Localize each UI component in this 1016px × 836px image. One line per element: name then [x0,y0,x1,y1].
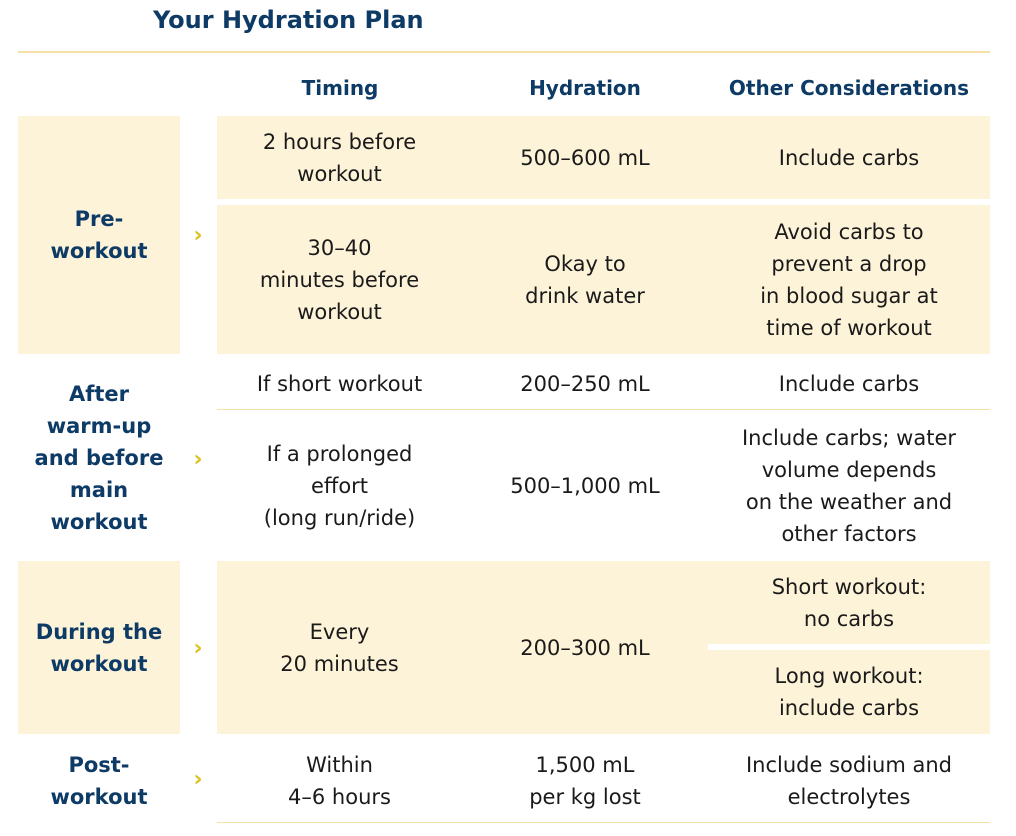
cell-timing: If short workout [256,372,423,396]
header-timing: Timing [301,76,379,100]
cell-hydration: Okay to drink water [525,251,645,308]
chevron-right-icon: › [193,447,203,472]
phase-label: During the workout [35,619,163,676]
cell-other: Avoid carbs to prevent a drop in blood sugar at time of workout [760,219,938,340]
chevron-right-icon: › [193,767,203,792]
phase-label: Pre- workout [50,207,148,263]
header-hydration: Hydration [529,76,641,100]
cell-hydration: 1,500 mL per kg lost [529,753,641,809]
cell-other-short: Short workout: no carbs [771,574,927,631]
page-title: Your Hydration Plan [153,6,424,34]
bottom-rule [217,822,990,823]
cell-other: Include carbs; water volume depends on the weather and other factors [741,426,957,546]
cell-hydration: 200–300 mL [520,635,650,660]
chevron-right-icon: › [193,636,203,661]
cell-other-long: Long workout: include carbs [774,664,924,720]
phase-during-workout [18,561,180,734]
cell-timing: 30–40 minutes before workout [259,235,420,324]
chevron-right-icon: › [193,223,203,248]
cell-timing: Within 4–6 hours [288,753,391,809]
cell-hydration: 500–600 mL [520,146,650,170]
cell-timing: 2 hours before workout [262,130,417,186]
phase-label: After warm-up and before main workout [34,382,164,534]
phase-label: Post- workout [50,753,148,809]
phase-pre-workout [18,116,180,354]
title-divider [18,51,990,53]
cell-timing: If a prolonged effort (long run/ride) [263,442,416,530]
phase-after-warm-up [18,362,180,554]
cell-timing: Every 20 minutes [280,619,399,676]
cell-other: Include carbs [778,372,920,396]
cell-other: Include carbs [778,146,920,170]
cell-hydration: 500–1,000 mL [510,474,660,498]
row-divider [217,409,990,410]
phase-post-workout [18,742,180,820]
header-other-considerations: Other Considerations [728,76,970,100]
cell-hydration: 200–250 mL [520,372,650,396]
cell-other: Include sodium and electrolytes [745,753,953,809]
